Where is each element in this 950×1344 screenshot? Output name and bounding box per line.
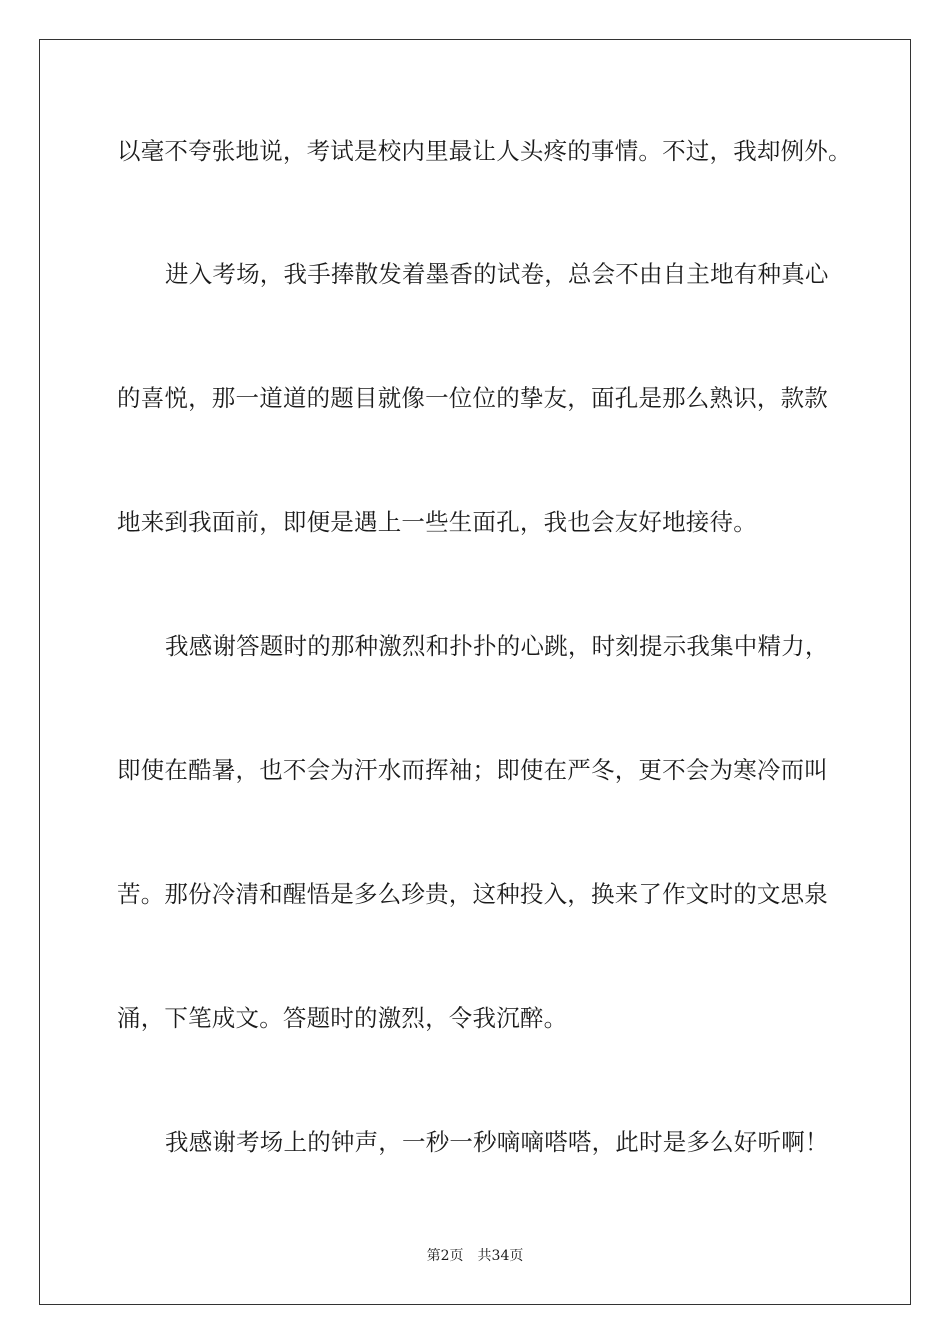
paragraph-line: 我感谢答题时的那种激烈和扑扑的心跳，时刻提示我集中精力， [165,632,829,660]
paragraph-line: 地来到我面前，即便是遇上一些生面孔，我也会友好地接待。 [117,508,757,536]
page-number: 第2页 [426,1248,464,1264]
page-border [39,39,911,1305]
page-footer [0,1246,950,1266]
paragraph-line: 即使在酷暑，也不会为汗水而挥袖；即使在严冬，更不会为寒冷而叫 [117,756,828,784]
paragraph-line: 进入考场，我手捧散发着墨香的试卷，总会不由自主地有种真心 [165,260,829,288]
paragraph-line: 我感谢考场上的钟声，一秒一秒嘀嘀嗒嗒，此时是多么好听啊！ [165,1128,829,1156]
page-total: 共34页 [477,1248,524,1264]
paragraph-line: 以毫不夸张地说，考试是校内里最让人头疼的事情。不过，我却例外。 [117,137,852,165]
paragraph-line: 涌，下笔成文。答题时的激烈，令我沉醉。 [117,1004,568,1032]
paragraph-line: 苦。那份冷清和醒悟是多么珍贵，这种投入，换来了作文时的文思泉 [117,880,828,908]
paragraph-line: 的喜悦，那一道道的题目就像一位位的挚友，面孔是那么熟识，款款 [117,384,828,412]
